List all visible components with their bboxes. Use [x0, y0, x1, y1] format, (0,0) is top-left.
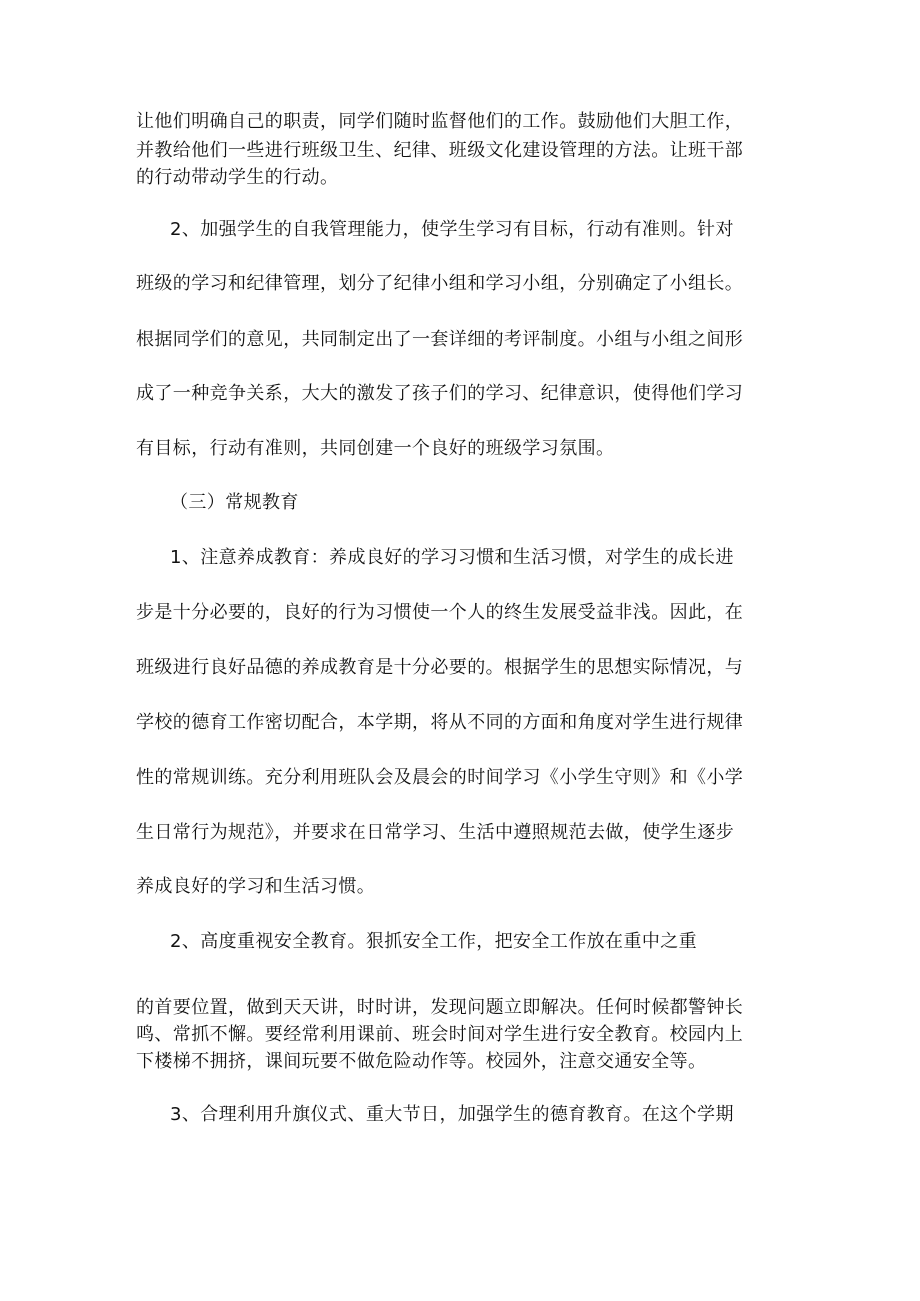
text-line: 有目标，行动有准则，共同创建一个良好的班级学习氛围。 [136, 438, 615, 459]
text-line: 生日常行为规范》，并要求在日常学习、生活中遵照规范去做，使学生逐步 [136, 822, 735, 843]
paragraph-start-line: 2、加强学生的自我管理能力，使学生学习有目标，行动有准则。针对 [170, 219, 734, 240]
paragraph-start-line: 1、注意养成教育：养成良好的学习习惯和生活习惯，对学生的成长进 [170, 547, 734, 568]
paragraph-start-line: 3、合理利用升旗仪式、重大节日，加强学生的德育教育。在这个学期 [170, 1104, 734, 1125]
paragraph-start-line: 2、高度重视安全教育。狠抓安全工作，把安全工作放在重中之重 [170, 931, 698, 952]
text-line: 性的常规训练。充分利用班队会及晨会的时间学习《小学生守则》和《小学 [136, 767, 744, 788]
text-line: 并教给他们一些进行班级卫生、纪律、班级文化建设管理的方法。让班干部 [136, 140, 744, 161]
section-heading: （三）常规教育 [170, 492, 299, 513]
text-line: 步是十分必要的，良好的行为习惯使一个人的终生发展受益非浅。因此，在 [136, 602, 744, 623]
text-line: 班级的学习和纪律管理，划分了纪律小组和学习小组，分别确定了小组长。 [136, 273, 744, 294]
text-line: 学校的德育工作密切配合，本学期，将从不同的方面和角度对学生进行规律 [136, 712, 744, 733]
text-line: 鸣、常抓不懈。要经常利用课前、班会时间对学生进行安全教育。校园内上 [136, 1024, 744, 1045]
text-line: 养成良好的学习和生活习惯。 [136, 876, 376, 897]
text-line: 根据同学们的意见，共同制定出了一套详细的考评制度。小组与小组之间形 [136, 329, 744, 350]
text-line: 的行动带动学生的行动。 [136, 167, 339, 188]
text-line: 成了一种竞争关系，大大的激发了孩子们的学习、纪律意识，使得他们学习 [136, 383, 744, 404]
text-line: 让他们明确自己的职责，同学们随时监督他们的工作。鼓励他们大胆工作， [136, 111, 744, 132]
text-line: 班级进行良好品德的养成教育是十分必要的。根据学生的思想实际情况，与 [136, 657, 744, 678]
text-line: 下楼梯不拥挤，课间玩要不做危险动作等。校园外，注意交通安全等。 [136, 1051, 707, 1072]
text-line: 的首要位置，做到天天讲，时时讲，发现问题立即解决。任何时候都警钟长 [136, 997, 744, 1018]
